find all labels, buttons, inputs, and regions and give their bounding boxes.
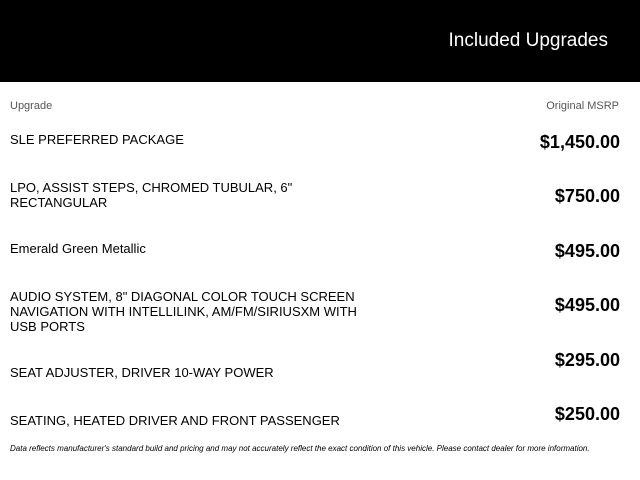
upgrade-name: AUDIO SYSTEM, 8" DIAGONAL COLOR TOUCH SCREEN NAVIGATION WITH INTELLILINK, AM/FM/SIRIUSXM WITH USB PORTS [10, 289, 357, 334]
upgrade-price: $750.00 [554, 186, 620, 206]
upgrade-price: $250.00 [554, 404, 620, 424]
column-header-upgrade: Upgrade [10, 100, 53, 112]
header-bar [0, 0, 640, 82]
upgrade-name: SLE PREFERRED PACKAGE [10, 132, 184, 147]
upgrade-price: $1,450.00 [539, 132, 620, 152]
upgrade-name: SEAT ADJUSTER, DRIVER 10-WAY POWER [10, 365, 274, 380]
upgrade-price: $495.00 [554, 241, 620, 261]
upgrade-name: SEATING, HEATED DRIVER AND FRONT PASSENGER [10, 413, 340, 428]
upgrade-name: Emerald Green Metallic [10, 241, 146, 256]
column-header-msrp: Original MSRP [546, 100, 619, 112]
disclaimer-text: Data reflects manufacturer's standard build and pricing and may not accurately reflect the exact condition of this vehicle. Please contact dealer for more information. [10, 444, 590, 453]
page-title: Included Upgrades [448, 30, 608, 51]
upgrade-price: $495.00 [554, 295, 620, 315]
upgrade-price: $295.00 [554, 350, 620, 370]
upgrade-name: LPO, ASSIST STEPS, CHROMED TUBULAR, 6" RECTANGULAR [10, 180, 293, 210]
